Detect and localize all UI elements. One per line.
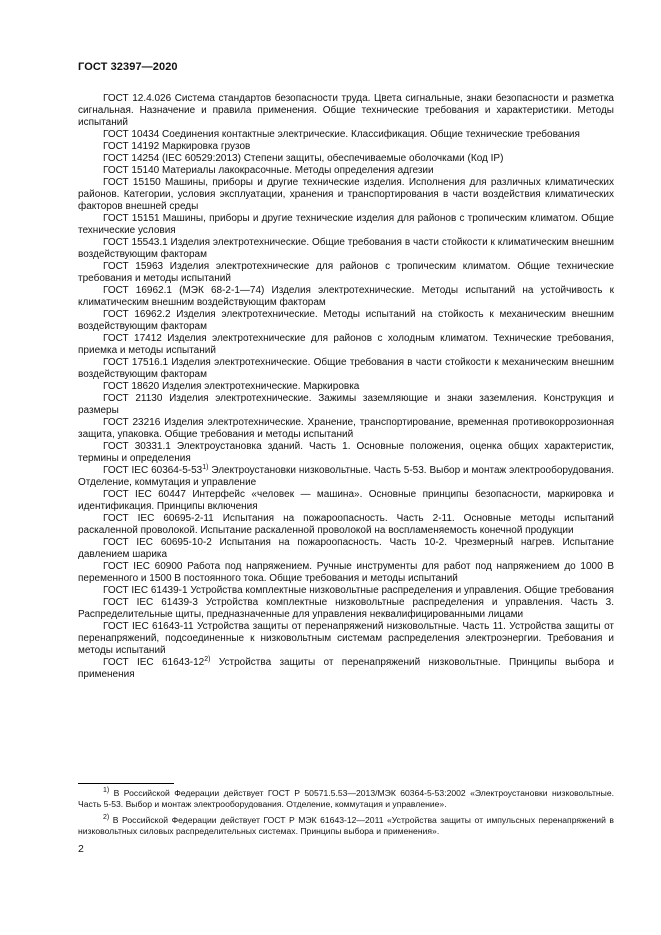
page-number: 2 bbox=[78, 843, 84, 855]
reference-item: ГОСТ IEC 60900 Работа под напряжением. Ручные инструменты для работ под напряжением до 1000 В переменного и 1500 В постоянного тока. Общие требования и методы испытаний bbox=[78, 561, 614, 584]
reference-item: ГОСТ 15150 Машины, приборы и другие технические изделия. Исполнения для различных климатических районов. Категории, условия эксплуатации, хранения и транспортирования в части воздействия климатических факторов внешней среды bbox=[78, 177, 614, 212]
document-header: ГОСТ 32397—2020 bbox=[78, 61, 178, 73]
reference-item: ГОСТ 15151 Машины, приборы и другие технические изделия для районов с тропическим климатом. Общие технические условия bbox=[78, 213, 614, 236]
reference-item: ГОСТ IEC 61643-11 Устройства защиты от перенапряжений низковольтные. Часть 11. Устройства защиты от перенапряжений, подсоединенные к низковольтным системам распределения электроэнергии. Требования и методы испытаний bbox=[78, 621, 614, 656]
footnotes bbox=[78, 788, 614, 842]
reference-item: ГОСТ 30331.1 Электроустановка зданий. Часть 1. Основные положения, оценка общих характеристик, термины и определения bbox=[78, 441, 614, 464]
reference-item: ГОСТ 23216 Изделия электротехнические. Хранение, транспортирование, временная противокоррозионная защита, упаковка. Общие требования и методы испытаний bbox=[78, 417, 614, 440]
reference-item: ГОСТ 17516.1 Изделия электротехнические. Общие требования в части стойкости к механическим внешним воздействующим факторам bbox=[78, 357, 614, 380]
reference-item: ГОСТ 14254 (IEC 60529:2013) Степени защиты, обеспечиваемые оболочками (Код IP) bbox=[103, 153, 504, 164]
footnote-marker: 2) bbox=[204, 656, 211, 663]
footnote-1 bbox=[78, 788, 614, 809]
footnote-text: В Российской Федерации действует ГОСТ Р 50571.5.53—2013/МЭК 60364-5-53:2002 «Электроустановки низковольтные. Часть 5-53. Выбор и монтаж электрооборудования. Отделение, коммутация и управление». bbox=[78, 788, 614, 809]
reference-item: ГОСТ 12.4.026 Система стандартов безопасности труда. Цвета сигнальные, знаки безопасности и разметка сигнальная. Назначение и правила применения. Общие технические требования и характеристики. Методы испытаний bbox=[78, 93, 614, 128]
footnote-text: В Российской Федерации действует ГОСТ Р МЭК 61643-12—2011 «Устройства защиты от импульсных перенапряжений в низковольтных силовых распределительных системах. Принципы выбора и применения». bbox=[78, 815, 614, 836]
reference-title: Электроустановки низковольтные. Часть 5-53. Выбор и монтаж электрооборудования. Отделение, коммутация и управление bbox=[78, 465, 614, 488]
footnote-marker: 1) bbox=[103, 787, 110, 794]
reference-item: ГОСТ 15140 Материалы лакокрасочные. Методы определения адгезии bbox=[103, 165, 434, 176]
reference-code: ГОСТ IEC 61643-12 bbox=[103, 657, 205, 668]
reference-item: ГОСТ IEC 60695-2-11 Испытания на пожароопасность. Часть 2-11. Основные методы испытаний раскаленной проволокой. Испытание раскаленной проволокой на воспламеняемость конечной продукции bbox=[78, 513, 614, 536]
reference-item: ГОСТ 18620 Изделия электротехнические. Маркировка bbox=[103, 381, 360, 392]
footnote-marker: 1) bbox=[202, 464, 209, 471]
reference-item: ГОСТ IEC 61439-3 Устройства комплектные низковольтные распределения и управления. Часть 3. Распределительные щиты, предназначенные для управления неквалифицированными лицами bbox=[78, 597, 614, 620]
reference-item: ГОСТ 14192 Маркировка грузов bbox=[103, 141, 251, 152]
footnote-2 bbox=[78, 815, 614, 836]
reference-list bbox=[78, 93, 614, 681]
reference-item: ГОСТ 17412 Изделия электротехнические для районов с холодным климатом. Технические требования, приемка и методы испытаний bbox=[78, 333, 614, 356]
reference-item-footnoted bbox=[78, 657, 614, 681]
footnote-divider bbox=[78, 783, 174, 784]
reference-code: ГОСТ IEC 60364-5-53 bbox=[103, 465, 203, 476]
reference-title: Устройства защиты от перенапряжений низковольтные. Принципы выбора и применения bbox=[78, 657, 614, 680]
reference-item: ГОСТ IEC 61439-1 Устройства комплектные низковольтные распределения и управления. Общие требования bbox=[103, 585, 614, 596]
reference-item: ГОСТ 16962.2 Изделия электротехнические. Методы испытаний на стойкость к механическим внешним воздействующим факторам bbox=[78, 309, 614, 332]
reference-item: ГОСТ 10434 Соединения контактные электрические. Классификация. Общие технические требования bbox=[103, 129, 580, 140]
reference-item: ГОСТ 15543.1 Изделия электротехнические. Общие требования в части стойкости к климатическим внешним воздействующим факторам bbox=[78, 237, 614, 260]
reference-item: ГОСТ 15963 Изделия электротехнические для районов с тропическим климатом. Общие технические требования и методы испытаний bbox=[78, 261, 614, 284]
reference-item: ГОСТ 16962.1 (МЭК 68-2-1—74) Изделия электротехнические. Методы испытаний на устойчивость к климатическим внешним воздействующим факторам bbox=[78, 285, 614, 308]
reference-item: ГОСТ 21130 Изделия электротехнические. Зажимы заземляющие и знаки заземления. Конструкция и размеры bbox=[78, 393, 614, 416]
reference-item: ГОСТ IEC 60447 Интерфейс «человек — машина». Основные принципы безопасности, маркировка и идентификация. Принципы включения bbox=[78, 489, 614, 512]
reference-item-footnoted bbox=[78, 465, 614, 489]
footnote-marker: 2) bbox=[103, 814, 110, 821]
reference-item: ГОСТ IEC 60695-10-2 Испытания на пожароопасность. Часть 10-2. Чрезмерный нагрев. Испытание давлением шарика bbox=[78, 537, 614, 560]
